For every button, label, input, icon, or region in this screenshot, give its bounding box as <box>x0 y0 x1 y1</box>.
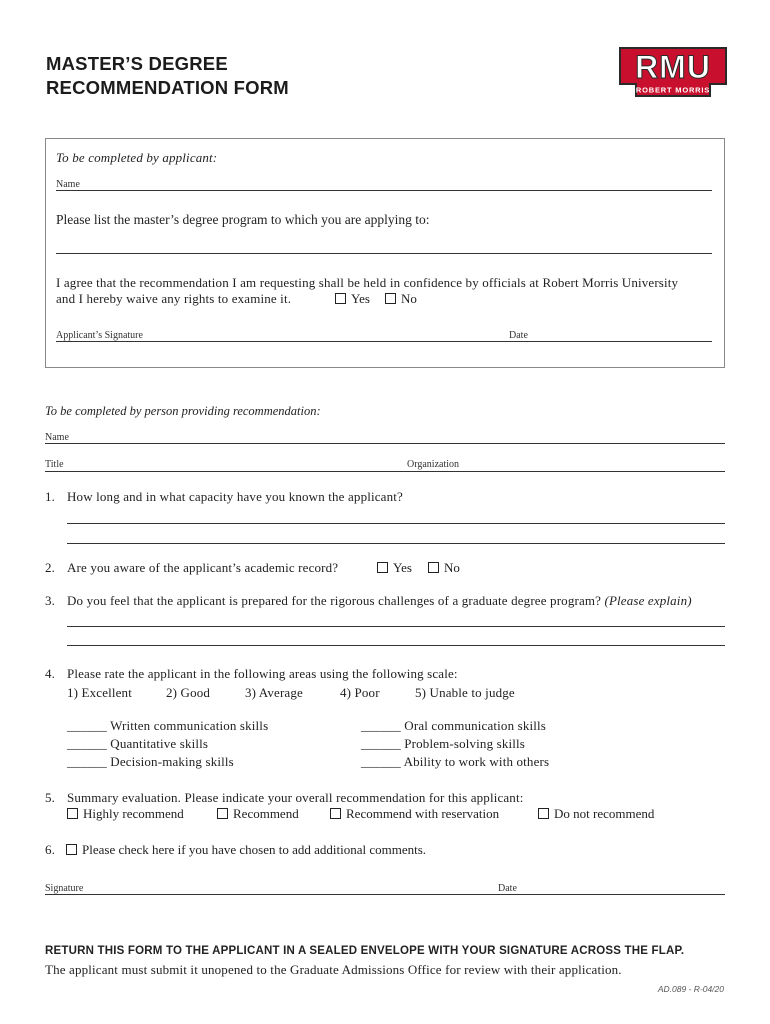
option-label: Recommend <box>233 806 299 821</box>
q6-text: Please check here if you have chosen to add additional comments. <box>82 842 427 857</box>
return-instruction: RETURN THIS FORM TO THE APPLICANT IN A SEALED ENVELOPE WITH YOUR SIGNATURE ACROSS THE FLAP. <box>45 945 685 957</box>
q6-number: 6. <box>45 842 56 857</box>
scale-item: 2) Good <box>166 685 211 700</box>
scale-item: 3) Average <box>245 685 303 700</box>
q2-no-checkbox[interactable] <box>428 562 439 573</box>
q3-answer-line-2[interactable] <box>67 645 725 646</box>
waiver-no-option[interactable] <box>385 291 417 307</box>
form-code: AD.089 - R-04/20 <box>657 984 724 994</box>
recommender-organization-label: Organization <box>407 459 460 470</box>
q2-yes-checkbox[interactable] <box>377 562 388 573</box>
not-recommend-checkbox[interactable] <box>538 808 549 819</box>
recommender-date-label: Date <box>498 883 517 894</box>
recommender-title-field[interactable] <box>45 471 725 472</box>
recommend-checkbox[interactable] <box>217 808 228 819</box>
q5-option-recommend[interactable] <box>217 806 299 822</box>
q3-number: 3. <box>45 593 56 608</box>
q5-option-do-not-recommend[interactable] <box>538 806 654 822</box>
q5-option-highly-recommend[interactable] <box>67 806 184 822</box>
comments-checkbox[interactable] <box>66 844 77 855</box>
applicant-signature-field[interactable] <box>56 341 712 342</box>
option-label: Do not recommend <box>554 806 655 821</box>
program-field[interactable] <box>56 253 712 254</box>
submit-instruction: The applicant must submit it unopened to the Graduate Admissions Office for review with their application. <box>45 962 622 977</box>
q2-number: 2. <box>45 560 56 575</box>
skill-written[interactable]: ______ Written communication skills <box>67 718 269 733</box>
option-label: Recommend with reservation <box>346 806 500 821</box>
q4-number: 4. <box>45 666 56 681</box>
q2-no-option[interactable] <box>428 560 460 576</box>
q2-yes-label: Yes <box>393 560 412 575</box>
scale-item: 5) Unable to judge <box>415 685 515 700</box>
q2-yes-option[interactable] <box>377 560 412 576</box>
recommender-signature-label: Signature <box>45 883 84 894</box>
skill-oral[interactable]: ______ Oral communication skills <box>361 718 546 733</box>
scale-item: 4) Poor <box>340 685 380 700</box>
scale-item: 1) Excellent <box>67 685 132 700</box>
applicant-date-label: Date <box>509 330 528 341</box>
q3-answer-line-1[interactable] <box>67 626 725 627</box>
program-prompt: Please list the master’s degree program to which you are applying to: <box>56 212 430 227</box>
rmu-logo <box>614 44 732 102</box>
q2-text: Are you aware of the applicant’s academic record? <box>67 560 339 575</box>
q1-number: 1. <box>45 489 56 504</box>
q5-text: Summary evaluation. Please indicate your overall recommendation for this applicant: <box>67 790 524 805</box>
q3-text: Do you feel that the applicant is prepared for the rigorous challenges of a graduate degree program? <box>67 593 602 608</box>
svg-text:ROBERT MORRIS: ROBERT MORRIS <box>635 85 711 95</box>
skill-problem-solving[interactable]: ______ Problem-solving skills <box>361 736 525 751</box>
q5-number: 5. <box>45 790 56 805</box>
q1-text: How long and in what capacity have you known the applicant? <box>67 489 403 504</box>
recommender-title-label: Title <box>45 459 64 470</box>
reservation-checkbox[interactable] <box>330 808 341 819</box>
waiver-no-label: No <box>401 291 417 306</box>
applicant-signature-label: Applicant’s Signature <box>56 330 143 341</box>
applicant-name-label: Name <box>56 179 80 190</box>
q2-no-label: No <box>444 560 460 575</box>
waiver-yes-option[interactable] <box>335 291 370 307</box>
q3-note: (Please explain) <box>604 593 692 608</box>
recommender-name-label: Name <box>45 432 69 443</box>
q1-answer-line-1[interactable] <box>67 523 725 524</box>
applicant-name-field[interactable] <box>56 190 712 191</box>
option-label: Highly recommend <box>83 806 184 821</box>
waiver-yes-label: Yes <box>351 291 370 306</box>
applicant-heading: To be completed by applicant: <box>56 150 218 165</box>
waiver-line-2: and I hereby waive any rights to examine it. <box>56 291 292 306</box>
waiver-no-checkbox[interactable] <box>385 293 396 304</box>
q4-text: Please rate the applicant in the following areas using the following scale: <box>67 666 458 681</box>
q5-option-with-reservation[interactable] <box>330 806 499 822</box>
q3-text-wrap <box>67 593 692 609</box>
svg-text:RMU: RMU <box>635 49 711 85</box>
waiver-yes-checkbox[interactable] <box>335 293 346 304</box>
q6-option[interactable] <box>66 842 426 858</box>
title-line-1: MASTER’S DEGREE <box>46 53 228 74</box>
page-title <box>46 52 289 100</box>
recommender-signature-field[interactable] <box>45 894 725 895</box>
skill-teamwork[interactable]: ______ Ability to work with others <box>361 754 550 769</box>
title-line-2: RECOMMENDATION FORM <box>46 77 289 98</box>
skill-decision-making[interactable]: ______ Decision-making skills <box>67 754 234 769</box>
q1-answer-line-2[interactable] <box>67 543 725 544</box>
recommender-name-field[interactable] <box>45 443 725 444</box>
skill-quantitative[interactable]: ______ Quantitative skills <box>67 736 209 751</box>
recommender-heading: To be completed by person providing recommendation: <box>45 404 321 418</box>
highly-recommend-checkbox[interactable] <box>67 808 78 819</box>
waiver-line-1: I agree that the recommendation I am requesting shall be held in confidence by officials at Robert Morris University <box>56 275 679 290</box>
